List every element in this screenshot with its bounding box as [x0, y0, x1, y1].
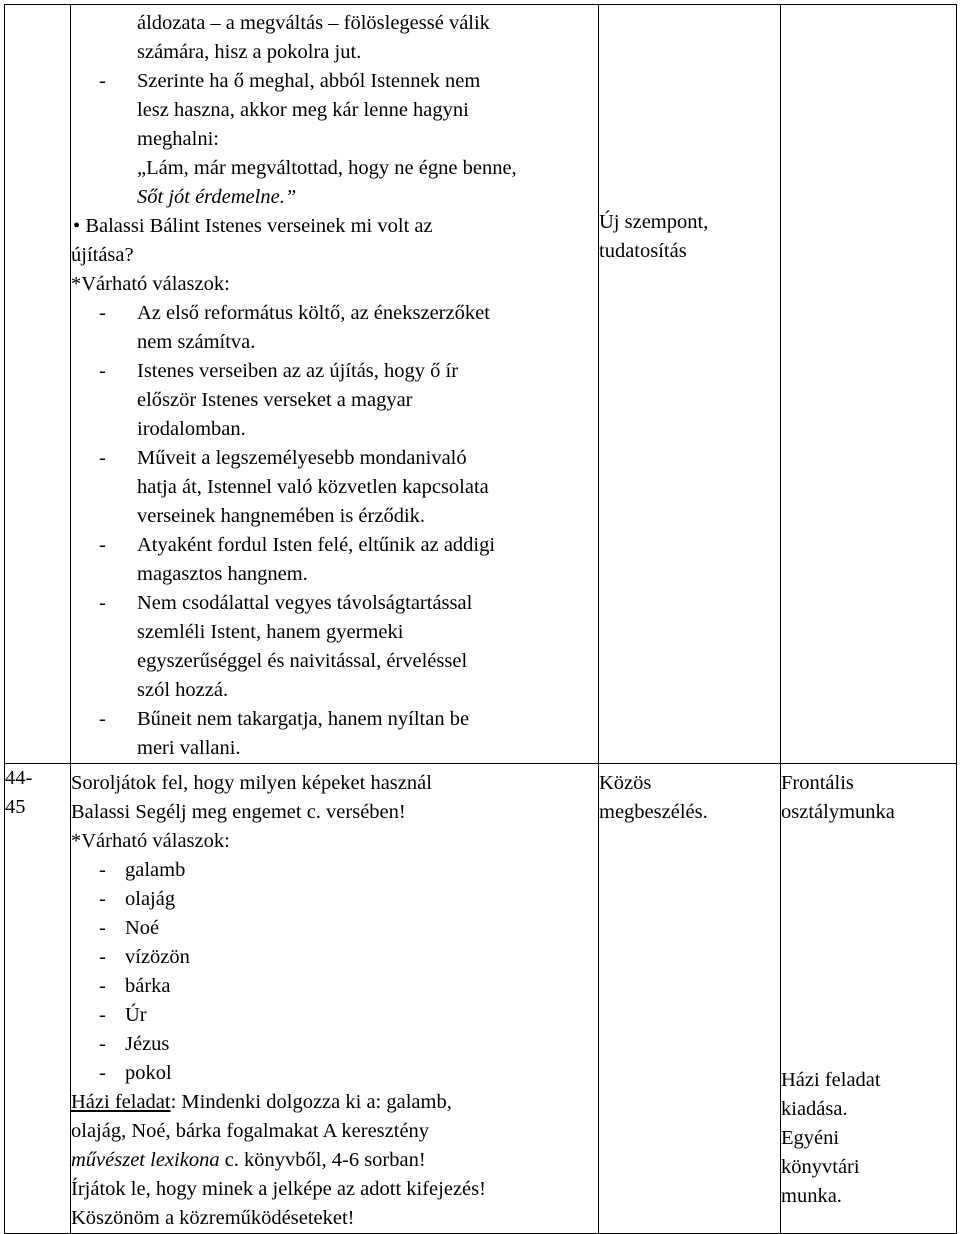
task-text: Soroljátok fel, hogy milyen képeket használ: [71, 772, 432, 794]
text-line: hatja át, Istennel való közvetlen kapcsolata: [137, 476, 489, 498]
text-line: először Istenes verseket a magyar: [137, 389, 413, 411]
lesson-number-cell: [5, 5, 71, 764]
list-item: - Úr: [99, 1004, 147, 1026]
list-item: - Noé: [99, 917, 160, 939]
list-item: - galamb: [99, 859, 186, 881]
list-item: - Szerinte ha ő meghal, abból Istennek nem: [99, 70, 481, 92]
lesson-number-cell: [5, 764, 71, 1234]
text-line: újítása?: [71, 244, 134, 266]
method-text: Közös: [599, 772, 652, 794]
method-text: tudatosítás: [599, 240, 687, 262]
workform-text: osztálymunka: [781, 801, 895, 823]
list-item: - Istenes verseiben az az újítás, hogy ő ír: [99, 360, 459, 382]
list-item: - Atyaként fordul Isten felé, eltűnik az addigi: [99, 534, 496, 556]
list-item: - Bűneit nem takargatja, hanem nyíltan be: [99, 708, 470, 730]
content-cell: [71, 5, 599, 764]
list-item: - Jézus: [99, 1033, 170, 1055]
list-item: - Az első református költő, az énekszerzőket: [99, 302, 490, 324]
lesson-number: 44-: [5, 767, 33, 789]
table-row: [5, 764, 957, 1234]
text-line: egyszerűséggel és naivitással, érveléssel: [137, 650, 468, 672]
homework-line: művészet lexikona c. könyvből, 4-6 sorban!: [71, 1149, 426, 1171]
quote-line: „Lám, már megváltottad, hogy ne égne benne,: [137, 157, 517, 179]
text-line: számára, hisz a pokolra jut.: [137, 41, 362, 63]
method-text: megbeszélés.: [599, 801, 708, 823]
text-line: szemléli Istent, hanem gyermeki: [137, 621, 404, 643]
text-line: verseinek hangnemében is érződik.: [137, 505, 426, 527]
table-row: [5, 5, 957, 764]
list-item: - vízözön: [99, 946, 190, 968]
text-line: meghalni:: [137, 128, 219, 150]
workform-text: könyvtári: [781, 1156, 860, 1178]
list-item: - pokol: [99, 1062, 172, 1084]
homework-line: Írjátok le, hogy minek a jelképe az adott kifejezés!: [71, 1178, 486, 1200]
method-text: Új szempont,: [599, 211, 709, 233]
text-line: meri vallani.: [137, 737, 241, 759]
text-line: áldozata – a megváltás – fölöslegessé válik: [137, 12, 490, 34]
expected-answers-label: *Várható válaszok:: [71, 830, 230, 852]
workform-text: munka.: [781, 1185, 842, 1207]
list-item: - olajág: [99, 888, 176, 910]
workform-text: Frontális: [781, 772, 854, 794]
bullet-icon: •: [73, 215, 81, 237]
workform-text: kiadása.: [781, 1098, 848, 1120]
lesson-plan-table: [4, 4, 957, 1234]
homework-label: Házi feladat: [71, 1091, 171, 1113]
method-cell: [599, 764, 781, 1234]
text-line: szól hozzá.: [137, 679, 229, 701]
task-text: Balassi Segélj meg engemet c. versében!: [71, 801, 406, 823]
workform-text: Házi feladat: [781, 1069, 881, 1091]
expected-answers-label: *Várható válaszok:: [71, 273, 230, 295]
book-title: művészet lexikona: [71, 1149, 220, 1171]
lesson-number: 45: [5, 796, 26, 818]
list-item: - Műveit a legszemélyesebb mondanivaló: [99, 447, 467, 469]
text-line: lesz haszna, akkor meg kár lenne hagyni: [137, 99, 469, 121]
text-line: magasztos hangnem.: [137, 563, 308, 585]
method-cell: [599, 5, 781, 764]
list-item: - Nem csodálattal vegyes távolságtartással: [99, 592, 473, 614]
workform-cell: [781, 5, 957, 764]
homework-line: Házi feladat: Mindenki dolgozza ki a: galamb,: [71, 1091, 452, 1113]
text-line: nem számítva.: [137, 331, 256, 353]
workform-cell: [781, 764, 957, 1234]
text-line: irodalomban.: [137, 418, 246, 440]
quote-line: Sőt jót érdemelne.”: [137, 186, 297, 208]
thanks-text: Köszönöm a közreműködéseteket!: [71, 1207, 355, 1229]
question-item: • Balassi Bálint Istenes verseinek mi volt az: [73, 215, 433, 237]
list-item: - bárka: [99, 975, 171, 997]
homework-line: olajág, Noé, bárka fogalmakat A keresztény: [71, 1120, 430, 1142]
content-cell: [71, 764, 599, 1234]
workform-text: Egyéni: [781, 1127, 840, 1149]
